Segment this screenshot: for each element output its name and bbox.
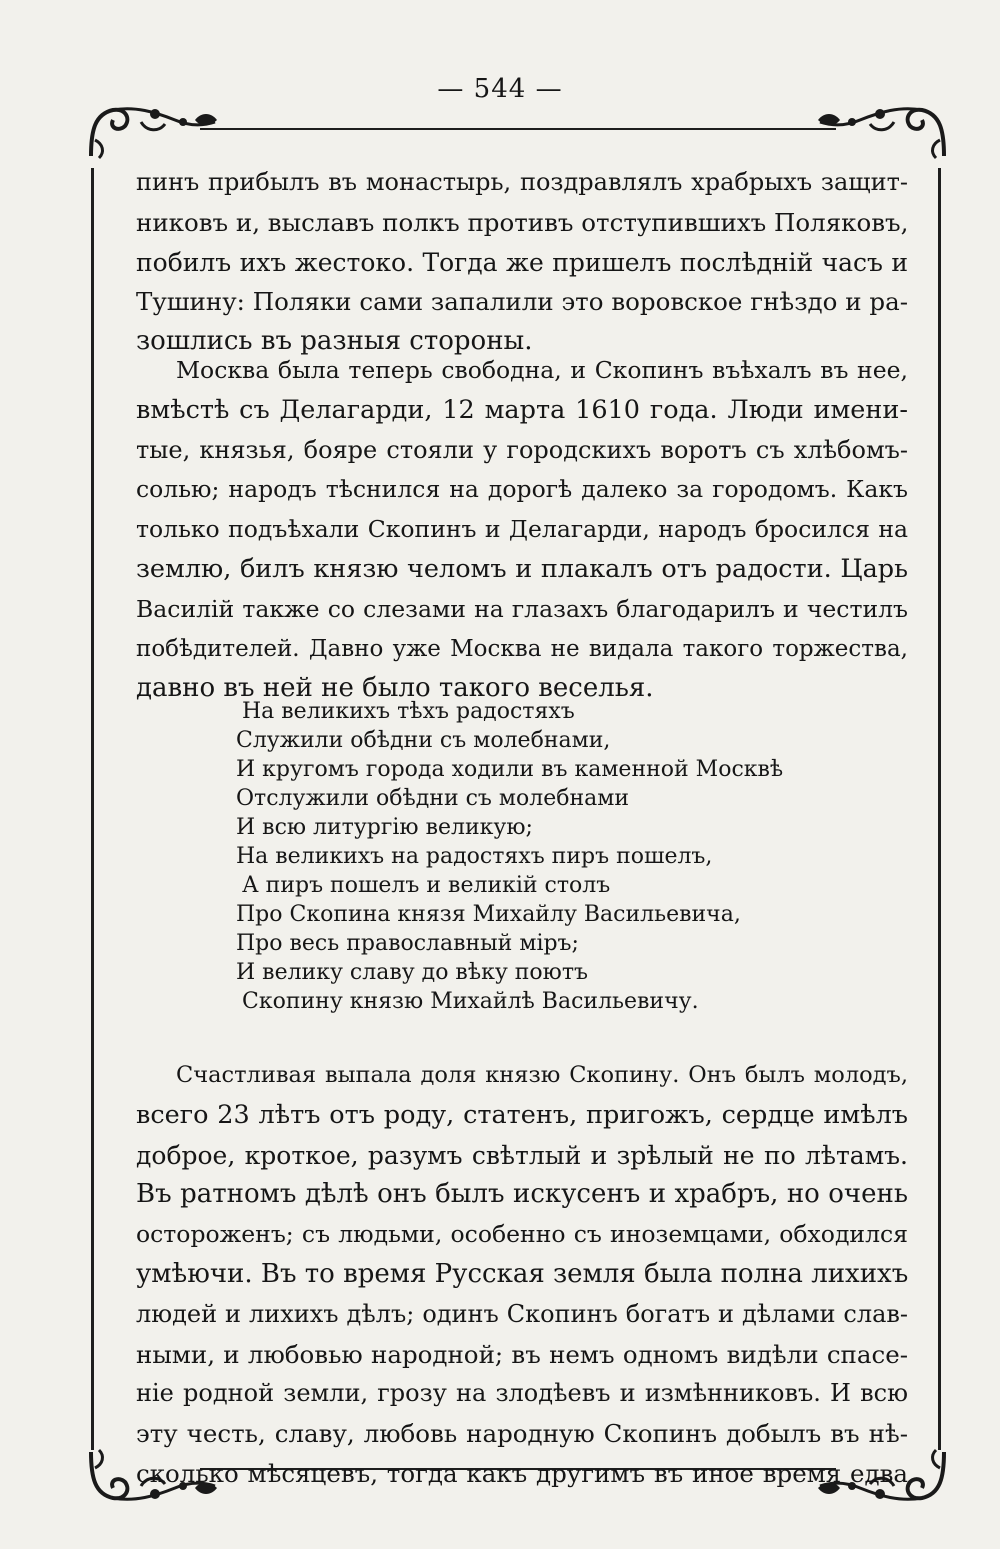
text-line: землю, билъ князю челомъ и плакалъ отъ радости. Царь <box>136 553 908 584</box>
text-line: всего 23 лѣтъ отъ роду, статенъ, пригожъ, сердце имѣлъ <box>136 1099 908 1130</box>
text-line: вмѣстѣ съ Делагарди, 12 марта 1610 года. Люди имени- <box>136 394 908 425</box>
verse-line: Про Скопина князя Михайлу Васильевича, <box>236 902 741 927</box>
text-line: давно въ ней не было такого веселья. <box>136 673 654 704</box>
text-line: эту честь, славу, любовь народную Скопинъ добылъ въ нѣ- <box>136 1419 908 1449</box>
verse-line: А пиръ пошелъ и великій столъ <box>242 873 611 898</box>
text-line: никовъ и, выславъ полкъ противъ отступившихъ Поляковъ, <box>136 207 909 237</box>
verse-line: Скопину князю Михайлѣ Васильевичу. <box>242 989 699 1014</box>
verse-line: Отслужили обѣдни съ молебнами <box>236 786 630 811</box>
verse-quotation <box>236 697 876 1016</box>
text-line: побѣдителей. Давно уже Москва не видала такого торжества, <box>136 635 908 662</box>
text-line: доброе, кроткое, разумъ свѣтлый и зрѣлый не по лѣтамъ. <box>136 1140 908 1170</box>
paragraph-skopin-fortune <box>136 1056 908 1494</box>
verse-line: И велику славу до вѣку поютъ <box>236 960 588 985</box>
text-line: сколько мѣсяцевъ, тогда какъ другимъ въ иное время едва <box>136 1458 908 1488</box>
frame-right-rule <box>938 168 941 1450</box>
text-line: пинъ прибылъ въ монастырь, поздравлялъ храбрыхъ защит- <box>136 168 908 196</box>
verse-line: Про весь православный міръ; <box>236 931 579 956</box>
page-number: — 544 — <box>437 74 563 104</box>
text-line: побилъ ихъ жестоко. Тогда же пришелъ послѣдній часъ и <box>136 247 908 277</box>
text-line: Москва была теперь свободна, и Скопинъ въѣхалъ въ нее, <box>176 356 908 384</box>
paragraph-moscow-freed <box>136 351 908 709</box>
text-line: остороженъ; съ людьми, особенно съ иноземцами, обходился <box>136 1220 908 1249</box>
verse-line: На великихъ на радостяхъ пиръ пошелъ, <box>236 844 713 869</box>
frame-top-rule <box>200 128 836 130</box>
text-line: зошлись въ разныя стороны. <box>136 326 533 357</box>
text-line: умѣючи. Въ то время Русская земля была полна лихихъ <box>136 1258 909 1289</box>
text-line: Въ ратномъ дѣлѣ онъ былъ искусенъ и храбръ, но очень <box>136 1179 908 1210</box>
text-line: тые, князья, бояре стояли у городскихъ воротъ съ хлѣбомъ- <box>136 435 908 464</box>
verse-line: И кругомъ города ходили въ каменной Москвѣ <box>236 757 784 782</box>
text-line: Тушину: Поляки сами запалили это воровское гнѣздо и ра- <box>136 287 908 317</box>
verse-line: И всю литургію великую; <box>236 815 533 840</box>
text-line: солью; народъ тѣснился на дорогѣ далеко за городомъ. Какъ <box>136 475 908 504</box>
text-line: людей и лихихъ дѣлъ; одинъ Скопинъ богатъ и дѣлами слав- <box>136 1299 908 1328</box>
text-line: ными, и любовью народной; въ немъ одномъ видѣли спасе- <box>136 1339 908 1369</box>
verse-line: Служили обѣдни съ молебнами, <box>236 728 611 753</box>
text-line: только подъѣхали Скопинъ и Делагарди, народъ бросился на <box>136 515 908 544</box>
text-line: Счастливая выпала доля князю Скопину. Онъ былъ молодъ, <box>176 1062 908 1088</box>
corner-ornament-icon <box>800 100 950 160</box>
verse-line: На великихъ тѣхъ радостяхъ <box>242 699 575 724</box>
frame-left-rule <box>91 168 94 1450</box>
corner-ornament-icon <box>85 100 235 160</box>
text-line: ніе родной земли, грозу на злодѣевъ и измѣнниковъ. И всю <box>136 1379 908 1408</box>
text-line: Василій также со слезами на глазахъ благодарилъ и честилъ <box>136 594 908 623</box>
paragraph-continuation <box>136 163 908 362</box>
